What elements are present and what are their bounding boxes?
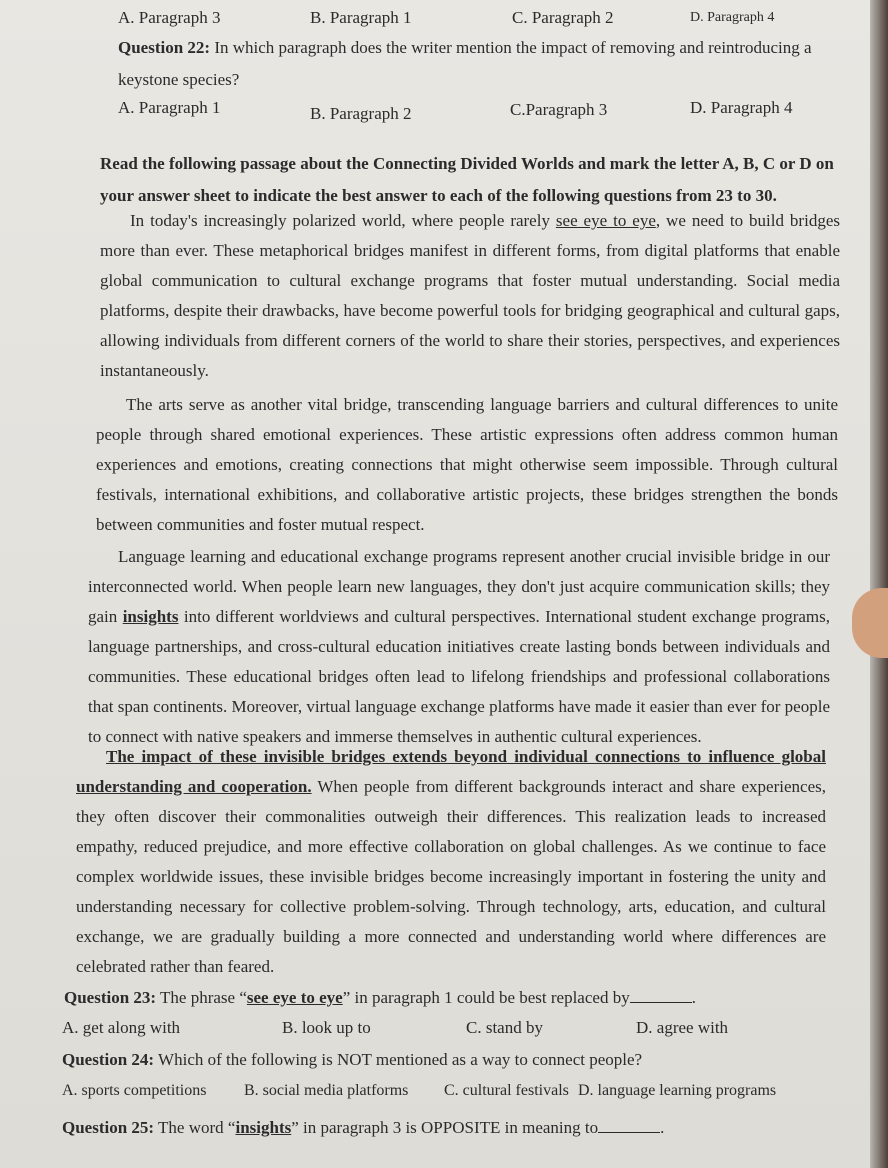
q23-label: Question 23:	[64, 988, 157, 1007]
q24-option-d[interactable]: D. language learning programs	[578, 1082, 777, 1099]
q23-blank	[630, 988, 692, 1003]
q25-label: Question 25:	[62, 1118, 155, 1137]
q23-stem: Question 23: The phrase “see eye to eye” in paragraph 1 could be best replaced by .	[64, 988, 696, 1007]
q25-word: insights	[235, 1118, 292, 1137]
q21-option-d[interactable]: D. Paragraph 4	[690, 10, 775, 25]
word-insights: insights	[122, 607, 179, 626]
q25-stem: Question 25: The word “insights” in paragraph 3 is OPPOSITE in meaning to .	[62, 1118, 665, 1137]
q23-phrase: see eye to eye	[246, 988, 343, 1007]
reading-instruction: Read the following passage about the Connecting Divided Worlds and mark the letter A, B, C or D on your answer sheet to indicate the best answer to each of the following questions from 23 to 30.	[100, 154, 834, 205]
paragraph-4-bold-sentence: The impact of these invisible bridges extends beyond individual connections to influence global understanding and cooperation.	[76, 747, 826, 796]
q23-option-d[interactable]: D. agree with	[636, 1018, 729, 1037]
paragraph-1: In today's increasingly polarized world, where people rarely see eye to eye, we need to build bridges more than ever. These metaphorical bridges manifest in different forms, from digital platforms that enable global communication to cultural exchange programs that foster mutual understanding. Social media platforms, despite their drawbacks, have become powerful tools for bridging geographical and cultural gaps, allowing individuals from different corners of the world to share their stories, perspectives, and experiences instantaneously.	[100, 211, 840, 380]
q22-text-line2: keystone species?	[118, 70, 240, 89]
q23-option-b[interactable]: B. look up to	[282, 1018, 371, 1037]
q22-option-a[interactable]: A. Paragraph 1	[118, 98, 221, 117]
q23-option-a[interactable]: A. get along with	[62, 1018, 181, 1037]
paragraph-3: Language learning and educational exchange programs represent another crucial invisible bridge in our interconnected world. When people learn new languages, they don't just acquire communication skills; they gain insights into different worldviews and cultural perspectives. International student exchange programs, language partnerships, and cross-cultural education initiatives create lasting bonds between individuals and communities. These educational bridges often lead to lifelong friendships and professional collaborations that span continents. Moreover, virtual language exchange platforms have made it easier than ever for people to connect with native speakers and immerse themselves in authentic cultural experiences.	[88, 547, 830, 746]
q21-option-b[interactable]: B. Paragraph 1	[310, 8, 412, 27]
q24-options	[0, 1082, 860, 1108]
q24-label: Question 24:	[62, 1050, 155, 1069]
q21-options	[0, 8, 860, 34]
paragraph-2: The arts serve as another vital bridge, transcending language barriers and cultural differences to unite people through shared emotional experiences. These artistic expressions often address common human experiences and emotions, creating connections that might otherwise seem impossible. Through cultural festivals, international exhibitions, and collaborative artistic projects, these bridges strengthen the bonds between communities and foster mutual respect.	[96, 395, 838, 534]
q21-option-c[interactable]: C. Paragraph 2	[512, 8, 614, 27]
q22-stem	[118, 38, 812, 58]
q22-option-c[interactable]: C.Paragraph 3	[510, 100, 608, 119]
q24-option-a[interactable]: A. sports competitions	[62, 1082, 207, 1099]
q22-option-d[interactable]: D. Paragraph 4	[690, 98, 793, 117]
q21-option-a[interactable]: A. Paragraph 3	[118, 8, 221, 27]
page-edge	[870, 0, 888, 1168]
q23-option-c[interactable]: C. stand by	[466, 1018, 543, 1037]
q23-options	[0, 1018, 860, 1044]
q22-options	[0, 98, 860, 124]
q24-stem	[62, 1050, 642, 1070]
q22-text-line1: In which paragraph does the writer mention the impact of removing and reintroducing a	[214, 38, 812, 57]
q24-option-b[interactable]: B. social media platforms	[244, 1082, 409, 1099]
q24-option-c[interactable]: C. cultural festivals	[444, 1082, 569, 1099]
paragraph-4: The impact of these invisible bridges extends beyond individual connections to influence global understanding and cooperation. When people from different backgrounds interact and share experiences, they often discover their commonalities outweigh their differences. This realization leads to increased empathy, reduced prejudice, and more effective collaboration on global challenges. As we continue to face complex worldwide issues, these invisible bridges become increasingly important in fostering the unity and understanding necessary for collective problem-solving. Through technology, arts, education, and cultural exchange, we are gradually building a more connected and understanding world where differences are celebrated rather than feared.	[76, 747, 826, 976]
q24-text: Which of the following is NOT mentioned as a way to connect people?	[158, 1050, 643, 1069]
q22-label: Question 22:	[118, 38, 211, 57]
q22-option-b[interactable]: B. Paragraph 2	[310, 104, 412, 123]
phrase-see-eye-to-eye: see eye to eye	[555, 211, 656, 230]
q25-blank	[598, 1118, 660, 1133]
